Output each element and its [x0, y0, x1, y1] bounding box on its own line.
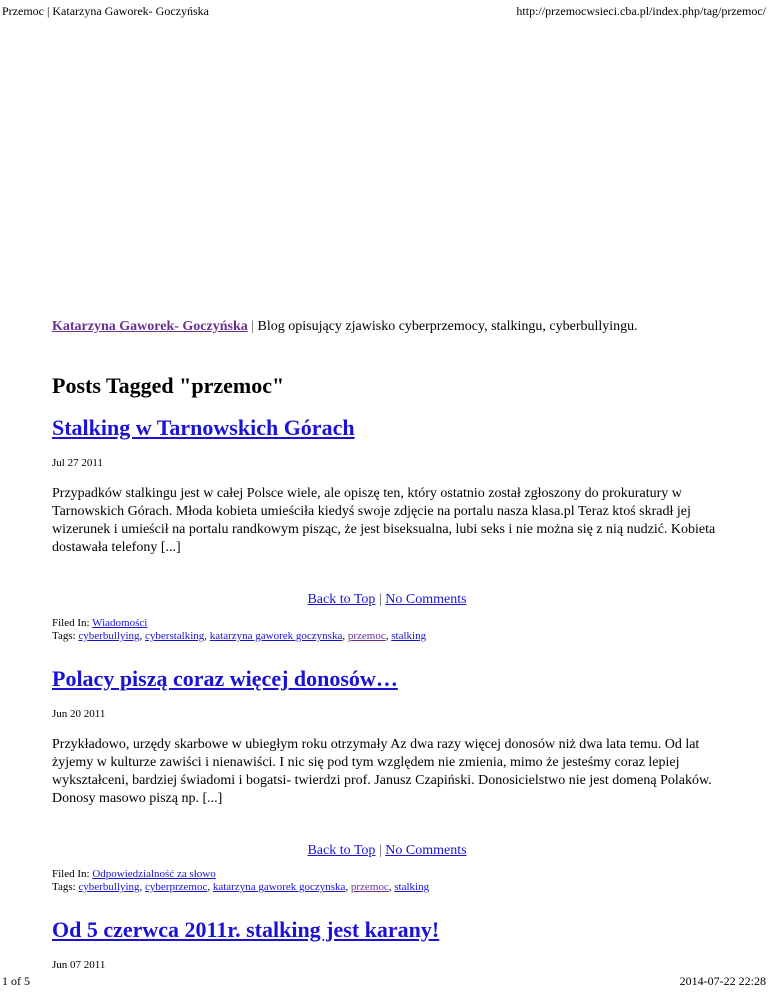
post-tags: Tags: cyberbullying, cyberprzemoc, katarzyna gaworek goczynska, przemoc, stalking [52, 881, 430, 893]
post-filed-in [52, 868, 722, 881]
print-header-title: Przemoc | Katarzyna Gaworek- Goczyńska [2, 4, 209, 18]
post-filed-in [52, 617, 722, 630]
category-link[interactable]: Odpowiedzialność za słowo [92, 868, 216, 880]
tag-link[interactable]: stalking [394, 881, 430, 893]
site-name-link[interactable]: Katarzyna Gaworek- Goczyńska [52, 319, 248, 334]
tag-link[interactable]: stalking [391, 630, 427, 642]
tags-label: Tags: [52, 630, 76, 642]
site-tagline: Blog opisujący zjawisko cyberprzemocy, stalkingu, cyberbullyingu. [257, 319, 638, 334]
print-footer-page: 1 of 5 [2, 974, 30, 988]
post [52, 917, 722, 972]
no-comments-link[interactable]: No Comments [385, 592, 467, 607]
tag-link[interactable]: przemoc [350, 881, 389, 893]
filed-in-label: Filed In: [52, 617, 90, 629]
print-footer-timestamp: 2014-07-22 22:28 [679, 974, 766, 988]
tag-link[interactable]: cyberbullying [78, 881, 140, 893]
print-header-url: http://przemocwsieci.cba.pl/index.php/tag/przemoc/ [516, 4, 766, 18]
no-comments-link[interactable]: No Comments [385, 843, 467, 858]
post-title-link[interactable]: Polacy piszą coraz więcej donosów… [52, 666, 398, 691]
post-nav [52, 842, 722, 860]
post-date: Jun 07 2011 [52, 959, 106, 971]
nav-separator: | [378, 843, 382, 858]
tag-link[interactable]: katarzyna gaworek goczynska [209, 630, 343, 642]
post-title-link[interactable]: Stalking w Tarnowskich Górach [52, 415, 355, 440]
post-title-link[interactable]: Od 5 czerwca 2011r. stalking jest karany! [52, 917, 440, 942]
nav-separator: | [378, 592, 382, 607]
tag-link[interactable]: cyberstalking [145, 630, 205, 642]
post-excerpt: Przypadków stalkingu jest w całej Polsce wiele, ale opiszę ten, który ostatnio został zgłoszony do prokuratury w Tarnowskich Górach. Młoda kobieta umieściła kiedyś swoje zdjęcie na portalu nasza klasa.pl Teraz ktoś skradł jej wizerunek i umieścił na portalu randkowym pisząc, że jest biseksualna, lubi seks i nie można się z nią nudzić. Kobieta dostawała telefony [...] [52, 486, 716, 555]
filed-in-label: Filed In: [52, 868, 90, 880]
post [52, 415, 722, 643]
post-title [52, 666, 722, 692]
category-link[interactable]: Wiadomości [92, 617, 148, 629]
site-separator: | [251, 319, 255, 334]
post-nav [52, 591, 722, 609]
tag-link[interactable]: cyberbullying [78, 630, 140, 642]
tags-label: Tags: [52, 881, 76, 893]
post-date: Jun 20 2011 [52, 708, 106, 720]
post-tags: Tags: cyberbullying, cyberstalking, katarzyna gaworek goczynska, przemoc, stalking [52, 630, 427, 642]
tag-link[interactable]: cyberprzemoc [145, 881, 208, 893]
post-title [52, 415, 722, 441]
tag-link[interactable]: przemoc [347, 630, 386, 642]
site-header [52, 318, 722, 336]
back-to-top-link[interactable]: Back to Top [307, 592, 376, 607]
page-title: Posts Tagged "przemoc" [52, 373, 285, 398]
post [52, 666, 722, 894]
tag-link[interactable]: katarzyna gaworek goczynska [212, 881, 346, 893]
post-excerpt: Przykładowo, urzędy skarbowe w ubiegłym roku otrzymały Az dwa razy więcej donosów niż dwa lata temu. Od lat żyjemy w kulturze zawiści i nienawiści. I nic się pod tym względem nie zmienia, mimo że jesteśmy coraz lepiej wykształceni, bardziej świadomi i bogatsi- twierdzi prof. Janusz Czapiński. Donosicielstwo nie jest domeną Polaków. Donosy masowo piszą np. [...] [52, 737, 712, 806]
main-content [52, 318, 722, 972]
post-title [52, 917, 722, 943]
post-date: Jul 27 2011 [52, 457, 103, 469]
back-to-top-link[interactable]: Back to Top [307, 843, 376, 858]
